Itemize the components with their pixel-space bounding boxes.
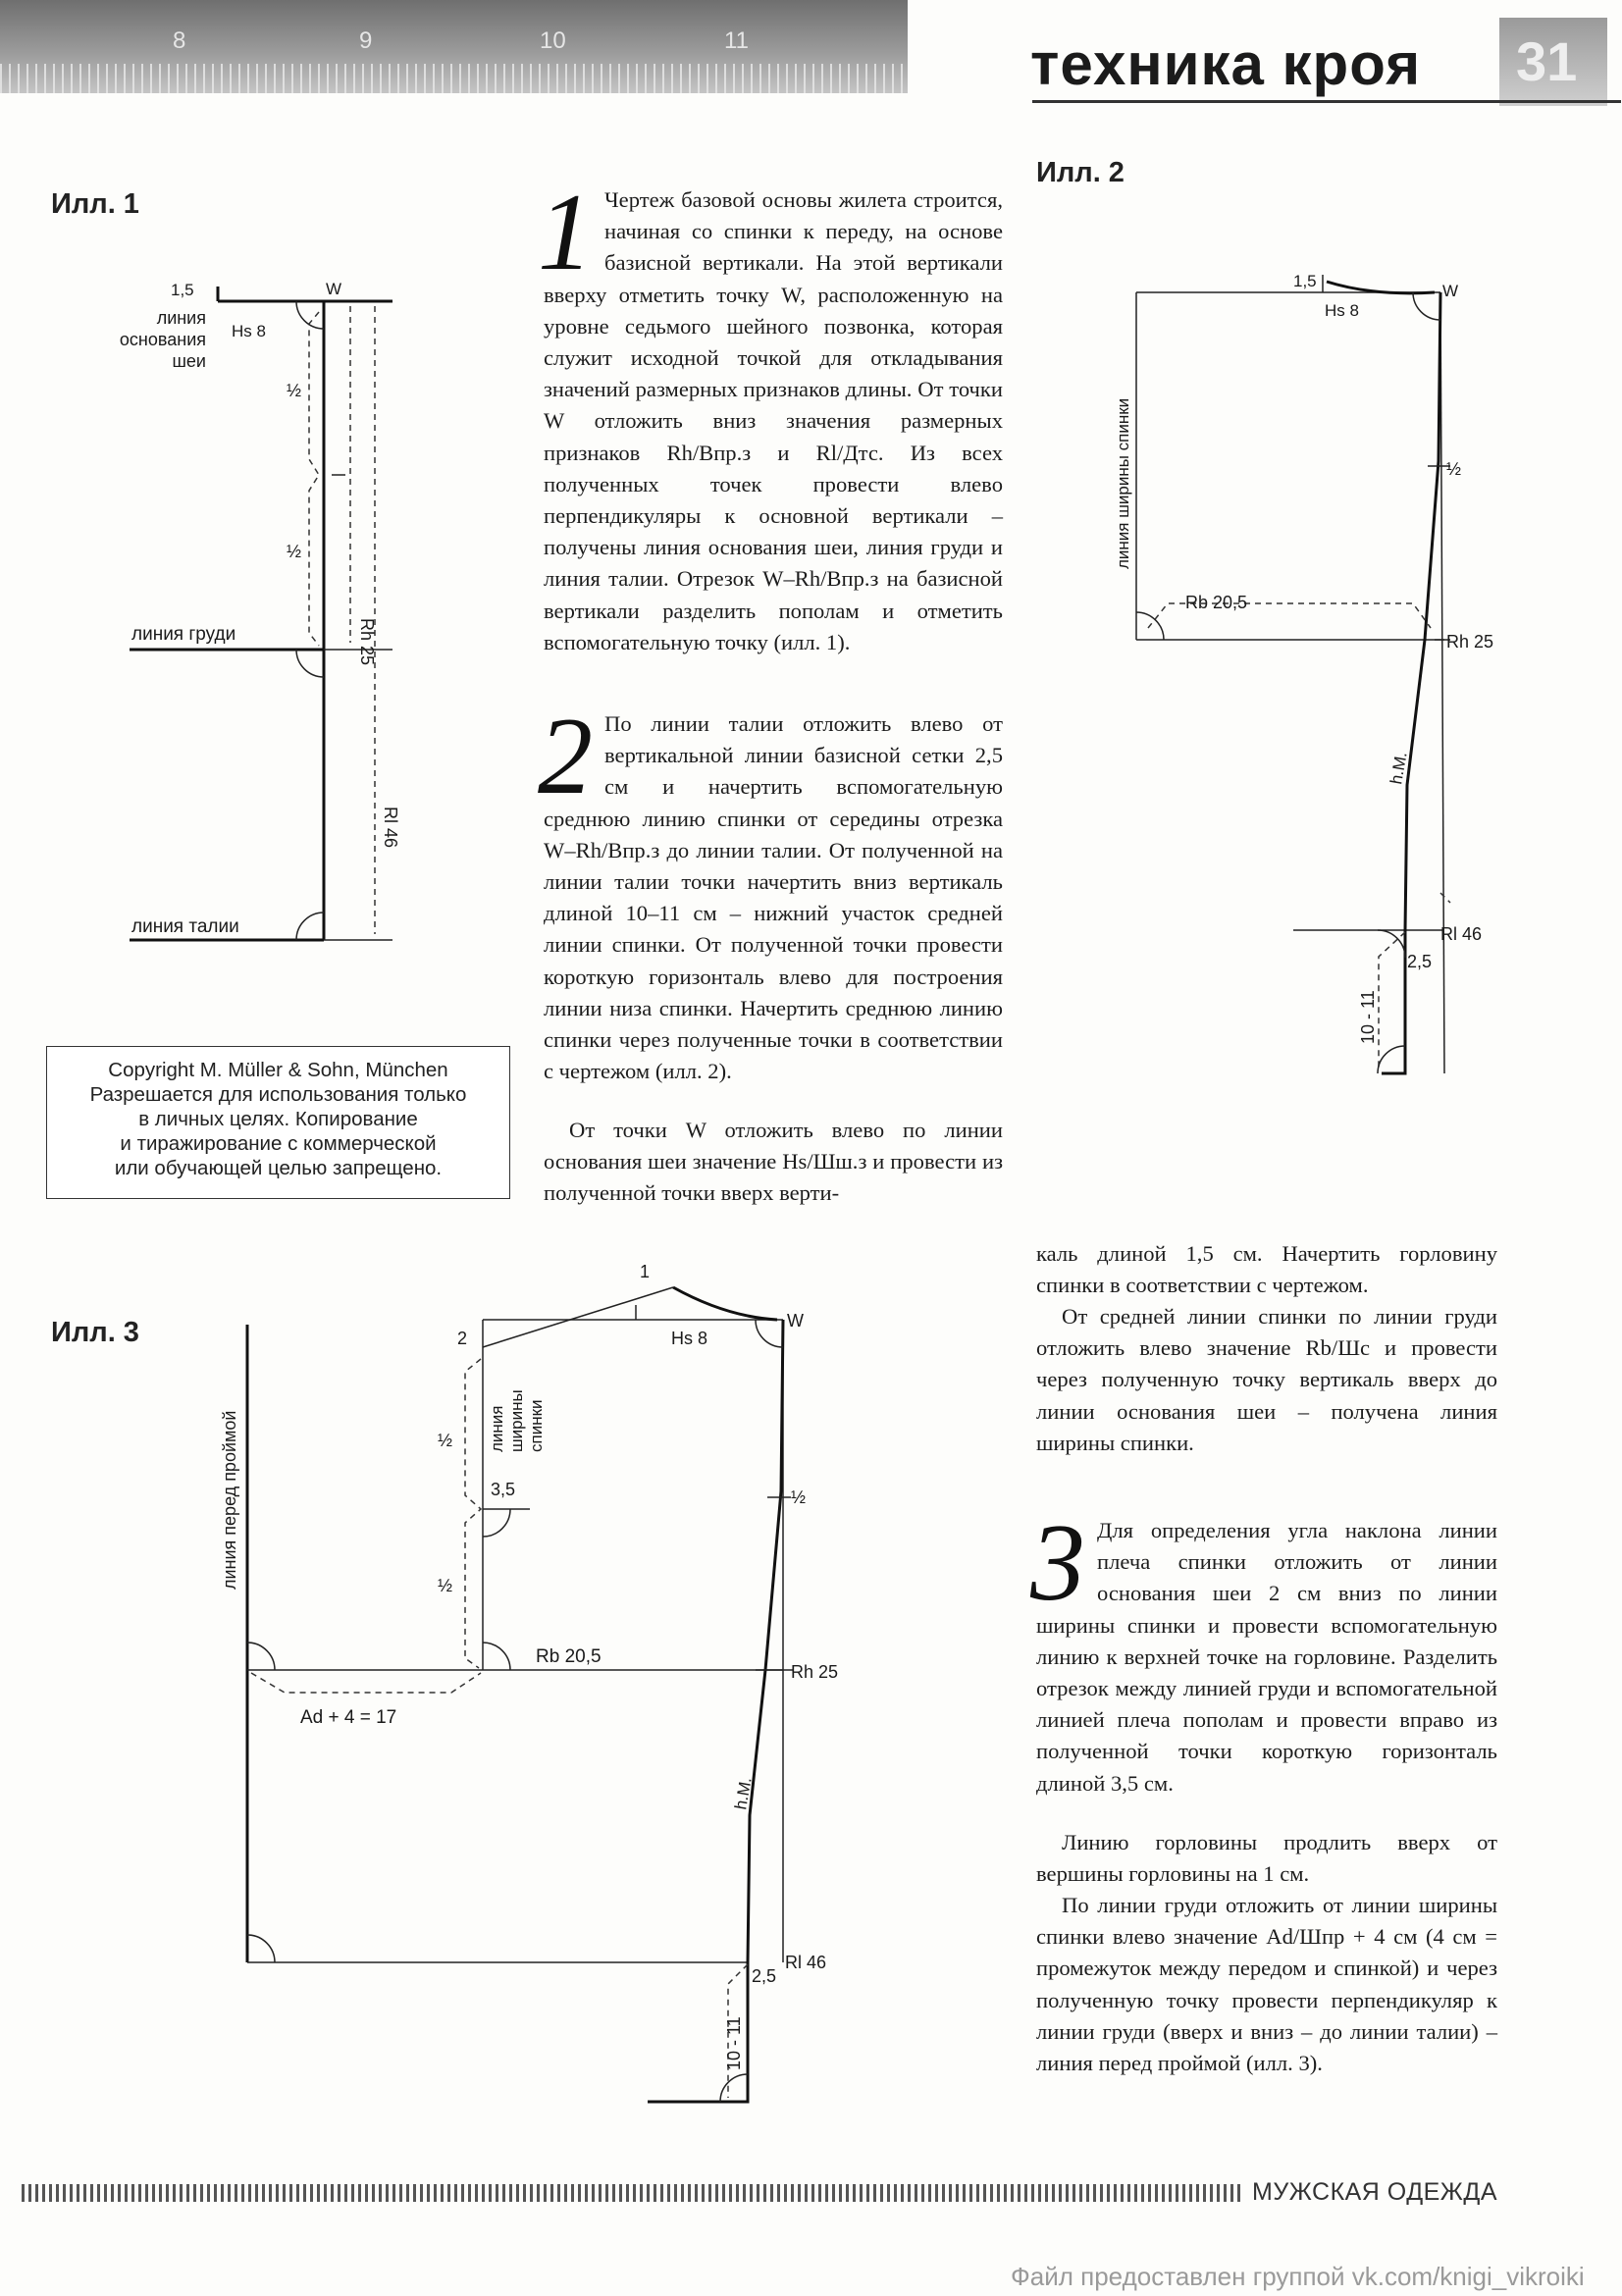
ill2-rl: Rl 46	[1440, 924, 1483, 944]
dropcap: 2	[538, 696, 593, 817]
section-title: техника кроя	[1030, 31, 1422, 97]
ill3-1011: 10 - 11	[724, 2016, 744, 2070]
copyright-line: Разрешается для использования только	[89, 1083, 467, 1106]
ruler-number: 11	[724, 27, 749, 54]
ill2-label: Илл. 2	[1036, 157, 1125, 188]
dropcap: 1	[538, 172, 593, 293]
ill3-rl: Rl 46	[785, 1953, 827, 1972]
ill1-rh: Rh 25	[357, 618, 377, 666]
title-rule	[1032, 100, 1621, 103]
ill3-right-angle	[247, 1643, 275, 1670]
page-number: 31	[1516, 30, 1578, 92]
ill3-right-angle	[756, 1320, 783, 1347]
ill2-width-label: линия ширины спинки	[1114, 397, 1132, 569]
ill3-hm: h.M.	[731, 1775, 756, 1811]
ill2-rb: Rb 20,5	[1185, 593, 1248, 612]
ill2-base-vertical	[1440, 292, 1444, 1073]
ill2-w: W	[1442, 282, 1459, 300]
ill2-drawing	[1109, 255, 1511, 1089]
ill3-rb: Rb 20,5	[536, 1646, 602, 1667]
copyright-line: и тиражирование с коммерческой	[120, 1132, 437, 1155]
copyright-line: в личных целях. Копирование	[138, 1108, 418, 1130]
ill3-shoulder-aux	[483, 1287, 673, 1347]
ill3-width-label: ширины	[507, 1389, 526, 1452]
ill1-waist-label: линия талии	[131, 916, 239, 937]
ill2-hm: h.M.	[1387, 750, 1411, 786]
footer-label: МУЖСКАЯ ОДЕЖДА	[1252, 2178, 1497, 2206]
ill3-ad: Ad + 4 = 17	[300, 1707, 397, 1728]
copyright-line: или обучающей целью запрещено.	[114, 1157, 443, 1179]
ill3-right-angle	[720, 2074, 748, 2102]
ill3-half: ½	[438, 1431, 453, 1450]
paragraph-1	[538, 172, 1003, 658]
ill2-right-angle	[1378, 1046, 1405, 1073]
ruler-number: 10	[540, 27, 566, 54]
footer-bar	[22, 2184, 1244, 2202]
ill3-2: 2	[457, 1329, 468, 1348]
paragraph-4: каль длиной 1,5 см. Начертить горловину спинки в соответствии с чертежом.	[1036, 1241, 1497, 1298]
ill3-half: ½	[438, 1576, 453, 1595]
ill2-rh: Rh 25	[1446, 632, 1494, 652]
ill2-15: 1,5	[1293, 272, 1317, 290]
ill1-neck-label: основания	[119, 330, 206, 349]
ill1-half-bracket	[309, 312, 319, 646]
ruler-header	[0, 0, 908, 93]
ruler-ticks	[0, 64, 908, 93]
ill3-35: 3,5	[491, 1480, 516, 1499]
paragraph-6	[1030, 1502, 1497, 1800]
ill3-w: W	[787, 1311, 804, 1331]
ill1-half: ½	[287, 381, 302, 400]
ill3-right-angle	[247, 1935, 275, 1962]
ill3-25: 2,5	[752, 1966, 777, 1986]
ill2-right-angle	[1413, 292, 1440, 320]
ill3-width-label: линия	[488, 1405, 506, 1452]
paragraph-8: По линии груди отложить от линии ширины спинки влево значение Ad/Шпр + 4 см (4 см = промежуток между передом и спинкой) и через полученную точку провести перпендикуляр к линии груди (вверх и вниз – до линии талии) – линия перед проймой (илл. 3).	[1036, 1893, 1497, 2076]
ill2-dash	[1440, 893, 1450, 903]
ill2-25: 2,5	[1407, 952, 1433, 971]
ill1-15: 1,5	[171, 281, 194, 299]
ill2-1011: 10 - 11	[1358, 990, 1378, 1044]
ill1-right-angle	[296, 913, 324, 940]
dropcap: 3	[1030, 1502, 1085, 1624]
ill2-hs8: Hs 8	[1325, 301, 1359, 320]
ill2-neckline	[1327, 282, 1435, 293]
paragraph-3: От точки W отложить влево по линии основания шеи значение Hs/Шш.з и провести из полученной точки вверх верти-	[544, 1118, 1003, 1206]
ill1-right-angle	[296, 650, 324, 677]
ill3-rh: Rh 25	[791, 1662, 839, 1682]
paragraph-5: От средней линии спинки по линии груди отложить влево значение Rb/Шс и провести через полученную точку вертикаль вверх до линии основания шеи – получена линия ширины спинки.	[1036, 1304, 1497, 1455]
paragraph-text: Чертеж базовой основы жилета строится, начиная со спинки к переду, на основе базисной вертикали. На этой вертикали вверху отметить точку W, расположенную на уровне седьмого шейного позвонка, которая служит исходной точкой для откладывания значений размерных признаков длины. От точки W отложить вниз значения размерных признаков Rh/Впр.з и Rl/Дтс. Из всех полученных точек провести влево перпендикуляры к основной вертикали – получены линия основания шеи, линия груди и линия талии. Отрезок W–Rh/Впр.з на базисной вертикали разделить пополам и отметить вспомогательную точку (илл. 1).	[544, 187, 1003, 654]
ill1-neck-label: линия	[156, 308, 206, 328]
ill1-rl: Rl 46	[381, 807, 400, 849]
paragraph-text: По линии талии отложить влево от вертикальной линии базисной сетки 2,5 см и начертить вспомогательную среднюю линию спинки от середины отрезка W–Rh/Впр.з до линии талии. От полученной на линии талии точки начертить вниз вертикаль длиной 10–11 см – нижний участок средней линии спинки. От полученной точки провести короткую горизонталь влево для построения линии низа спинки. Начертить среднюю линию спинки через полученные точки в соответствии с чертежом (илл. 2).	[544, 711, 1003, 1084]
ill3-right-angle	[483, 1509, 510, 1537]
ill1-half: ½	[287, 542, 302, 561]
ill1-right-angle	[296, 301, 324, 329]
watermark: Файл предоставлен группой vk.com/knigi_vikroiki	[1011, 2262, 1585, 2291]
copyright-line: Copyright M. Müller & Sohn, München	[108, 1059, 448, 1081]
ill3-half: ½	[791, 1487, 807, 1507]
ill3-1: 1	[640, 1262, 651, 1281]
ill1-hs8: Hs 8	[232, 322, 266, 340]
ill1-neck-label: шеи	[172, 351, 206, 371]
ill1-label: Илл. 1	[51, 188, 139, 220]
ruler-number: 8	[173, 27, 186, 54]
ill2-right-angle	[1378, 930, 1405, 958]
ill3-half-bracket	[465, 1359, 481, 1668]
ill2-half: ½	[1446, 459, 1462, 479]
ill3-right-angle	[483, 1643, 510, 1670]
ill3-drawing	[206, 1246, 854, 2119]
paragraph-2	[538, 696, 1003, 1087]
ruler-number: 9	[359, 27, 373, 54]
copyright-box	[46, 1046, 510, 1199]
ill3-front-label: линия перед проймой	[220, 1410, 239, 1590]
ill1-chest-label: линия груди	[131, 624, 236, 645]
ill1-w: W	[326, 280, 342, 298]
paragraph-text: Для определения угла наклона линии плеча спинки отложить от линии основания шеи 2 см вниз по линии ширины спинки и провести вспомогательную линию к верхней точке на горловине. Разделить отрезок между линией груди и вспомогательной линией плеча пополам и провести вправо из полученной точки короткую горизонталь длиной 3,5 см.	[1036, 1518, 1497, 1796]
ill3-width-label: спинки	[527, 1399, 546, 1452]
ill3-neckline	[673, 1287, 777, 1320]
ill3-label: Илл. 3	[51, 1317, 139, 1348]
ill3-ad-dim	[251, 1673, 481, 1693]
ill3-hs8: Hs 8	[671, 1329, 708, 1348]
paragraph-7: Линию горловины продлить вверх от вершины горловины на 1 см.	[1036, 1830, 1497, 1887]
ill1-drawing	[98, 255, 412, 962]
